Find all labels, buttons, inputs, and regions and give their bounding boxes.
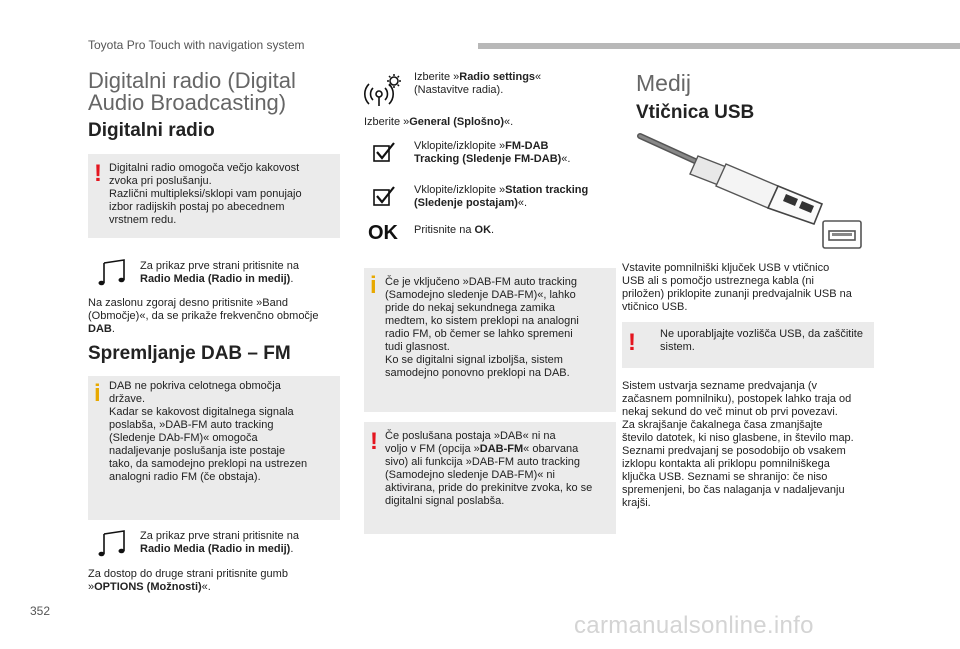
step-text-end: .	[290, 543, 294, 555]
running-header: Toyota Pro Touch with navigation system	[88, 38, 305, 52]
warning-note-text	[109, 162, 332, 227]
note-line: medtem, ko sistem preklopi na analogni	[385, 315, 579, 327]
note-line: (Samodejno sledenje DAB-FM)« ni	[385, 469, 555, 481]
paragraph-end: .	[111, 323, 115, 335]
step-bold-text: (Sledenje postajam)	[414, 197, 518, 209]
paragraph-line: Za dostop do druge strani pritisnite gumb	[88, 568, 288, 580]
radio-settings-icon	[364, 72, 404, 108]
paragraph-bold: DAB	[88, 323, 112, 335]
paragraph-line: vtičnico USB.	[622, 301, 688, 313]
section-title-line1: Digitalni radio (Digital	[88, 68, 296, 93]
note-line: tudi glasnost.	[385, 341, 450, 353]
note-line: pride do nekaj sekundnega zamika	[385, 302, 556, 314]
step-fm-dab-tracking	[414, 140, 570, 166]
step-text: Za prikaz prve strani pritisnite na	[140, 530, 299, 542]
note-line: sistem.	[660, 341, 695, 353]
note-text: « obarvana	[523, 443, 579, 455]
note-line: izbor radijskih postaj po abecednem	[109, 201, 285, 213]
note-line: analogni radio FM (če obstaja).	[109, 471, 261, 483]
note-line: aktivirana, pride do prekinitve zvoka, ko se	[385, 482, 593, 494]
step-text-end: .	[491, 224, 495, 236]
note-line: tako, da samodejno preklopi na ustrezen	[109, 458, 308, 470]
note-line: Če poslušana postaja »DAB« ni na	[385, 430, 556, 442]
paragraph-start: »	[88, 581, 95, 593]
note-line: Ko se digitalni signal izboljša, sistem	[385, 354, 563, 366]
paragraph-line: Za skrajšanje čakalnega časa zmanjšajte	[622, 419, 823, 431]
music-note-icon	[98, 258, 128, 286]
warning-note-digital-radio	[88, 154, 340, 238]
paragraph-line: Na zaslonu zgoraj desno pritisnite »Band	[88, 297, 288, 309]
step-bold-text: Station tracking	[505, 184, 589, 196]
note-line: Kadar se kakovost digitalnega signala	[109, 406, 294, 418]
step-text-end: «	[535, 71, 542, 83]
note-line: Če je vključeno »DAB-FM auto tracking	[385, 276, 577, 288]
paragraph-playlists	[622, 380, 854, 510]
note-line: samodejno ponovno preklopi na DAB.	[385, 367, 570, 379]
warning-note-text	[660, 328, 866, 354]
paragraph-options	[88, 568, 288, 594]
music-note-icon	[98, 529, 128, 557]
paragraph-line: krajši.	[622, 497, 651, 509]
paragraph-line: Sistem ustvarja sezname predvajanja (v	[622, 380, 818, 392]
paragraph-end: «.	[201, 581, 211, 593]
step-text: Izberite »	[414, 71, 460, 83]
paragraph-line: spremenjeni, bo čas nalaganja v nadaljevanju	[622, 484, 845, 496]
step-text-end: «.	[517, 197, 528, 209]
step-open-radio-media	[140, 260, 299, 286]
note-line: poslabša, »DAB-FM auto tracking	[109, 419, 274, 431]
step-text: (Nastavitve radia).	[414, 84, 504, 96]
step-open-radio-media-2	[140, 530, 299, 556]
warning-icon: !	[628, 329, 636, 356]
info-note-text	[385, 276, 608, 380]
note-line: države.	[109, 393, 146, 405]
step-text-end: «.	[504, 116, 514, 128]
header-bar	[478, 43, 960, 49]
paragraph-line: Vstavite pomnilniški ključek USB v vtičnico	[622, 262, 830, 274]
step-text-end: .	[290, 273, 294, 285]
paragraph-line: (Območje)«, da se prikaže frekvenčno območje	[88, 310, 319, 322]
note-line: radio FM, ob čemer se lahko spremeni	[385, 328, 573, 340]
paragraph-line: Seznami predvajanj se posodobijo ob vsakem	[622, 445, 846, 457]
note-line: sivo) ali funkcija »DAB-FM auto tracking	[385, 456, 581, 468]
note-line: DAB ne pokriva celotnega območja	[109, 380, 281, 392]
note-line: digitalni signal poslabša.	[385, 495, 505, 507]
section-title-line2: Audio Broadcasting)	[88, 90, 287, 115]
step-text: Vklopite/izklopite »	[414, 140, 506, 152]
ok-icon: OK	[368, 222, 398, 244]
page-number: 352	[30, 604, 51, 618]
note-bold: DAB-FM	[479, 443, 524, 455]
subheading-digital-radio: Digitalni radio	[88, 120, 215, 141]
step-bold-text: General (Splošno)	[409, 116, 504, 128]
info-icon: i	[370, 272, 377, 299]
paragraph-band-dab	[88, 297, 319, 336]
warning-note-usb-hub	[622, 322, 874, 368]
note-line: (Samodejno sledenje DAB-FM)«, lahko	[385, 289, 576, 301]
paragraph-line: nekaj sekund do več minut ob prvi povezavi.	[622, 406, 838, 418]
paragraph-line: priložen) priklopite zunanji predvajalnik USB na	[622, 288, 852, 300]
step-press-ok	[414, 224, 494, 237]
note-line: Različni multipleksi/sklopi vam ponujajo	[109, 188, 302, 200]
paragraph-line: začasnem pomnilniku), postopek lahko traja od	[622, 393, 852, 405]
step-text: Vklopite/izklopite »	[414, 184, 506, 196]
step-text-end: «.	[561, 153, 571, 165]
paragraph-line: število datotek, ki niso glasbene, in število map.	[622, 432, 854, 444]
step-text: Za prikaz prve strani pritisnite na	[140, 260, 299, 272]
note-line: vrstnem redu.	[109, 214, 177, 226]
step-bold-text: Radio settings	[459, 71, 536, 83]
note-line: zvoka pri poslušanju.	[109, 175, 212, 187]
checkbox-check-icon	[372, 140, 398, 164]
step-radio-settings	[414, 71, 541, 97]
warning-note-text	[385, 430, 608, 508]
warning-note-dab-fm	[364, 422, 616, 534]
paragraph-insert-usb	[622, 262, 852, 314]
note-line: Digitalni radio omogoča večjo kakovost	[109, 162, 300, 174]
note-line: nadaljevanje poslušanja iste postaje	[109, 445, 286, 457]
step-bold-text: Radio Media (Radio in medij)	[140, 543, 291, 555]
step-text: Pritisnite na	[414, 224, 475, 236]
section-title-media: Medij	[636, 70, 691, 96]
step-general	[364, 116, 513, 129]
section-title	[88, 70, 296, 114]
watermark: carmanualsonline.info	[574, 612, 814, 639]
note-line: (Sledenje DAb-FM)« omogoča	[109, 432, 258, 444]
info-note-auto-tracking	[364, 268, 616, 412]
paragraph-line: USB ali s pomočjo ustreznega kabla (ni	[622, 275, 814, 287]
subheading-dab-fm-tracking: Spremljanje DAB – FM	[88, 343, 291, 364]
checkbox-check-icon	[372, 184, 398, 208]
info-icon: i	[94, 380, 101, 407]
info-note-dab-coverage	[88, 376, 340, 520]
warning-icon: !	[94, 160, 102, 187]
subheading-usb-socket: Vtičnica USB	[636, 102, 755, 123]
step-bold-text: OK	[474, 224, 492, 236]
step-text: Izberite »	[364, 116, 410, 128]
info-note-text	[109, 380, 332, 484]
warning-icon: !	[370, 428, 378, 455]
paragraph-line: ključka USB. Seznami se shranijo: če niso	[622, 471, 828, 483]
note-line: Ne uporabljajte vozlišča USB, da zaščitite	[660, 328, 863, 340]
step-bold-text: Radio Media (Radio in medij)	[140, 273, 291, 285]
step-bold-text: FM-DAB	[505, 140, 549, 152]
step-station-tracking	[414, 184, 588, 210]
paragraph-bold: OPTIONS (Možnosti)	[94, 581, 202, 593]
note-text: voljo v FM (opcija »	[385, 443, 480, 455]
usb-plug-illustration	[636, 130, 876, 265]
paragraph-line: izklopu kontakta ali priklopu pomnilniškega	[622, 458, 830, 470]
step-bold-text: Tracking (Sledenje FM-DAB)	[414, 153, 562, 165]
